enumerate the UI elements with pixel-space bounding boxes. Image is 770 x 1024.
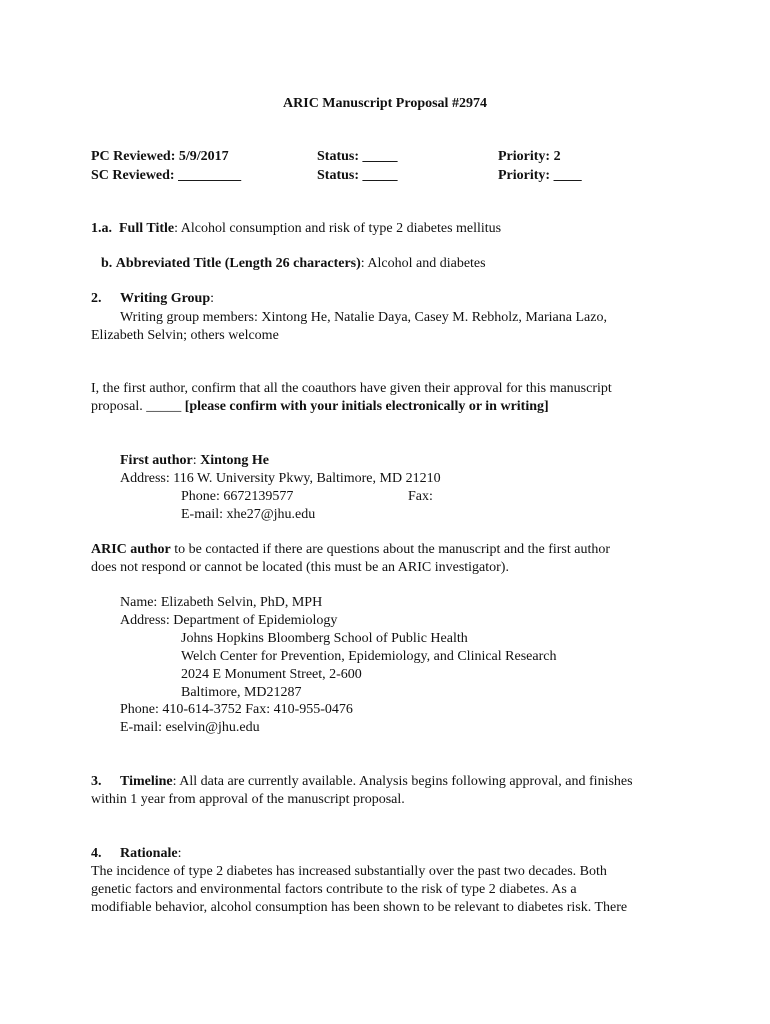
rationale-line3: modifiable behavior, alcohol consumption has been shown to be relevant to diabetes risk. There [91,900,628,915]
aric-author-email: E-mail: eselvin@jhu.edu [120,720,260,735]
confirm-line2-plain: proposal. _____ [91,399,185,414]
confirm-line1: I, the first author, confirm that all the coauthors have given their approval for this manuscript [91,381,612,396]
rationale-line1: The incidence of type 2 diabetes has increased substantially over the past two decades. Both [91,864,607,879]
section-3-text-wrap [120,773,633,791]
section-4-num: 4. [91,846,102,861]
section-4-label-wrap [120,845,181,863]
section-4-heading [91,845,182,863]
section-4-label: Rationale [120,846,178,861]
priority-pc: Priority: 2 [498,149,561,164]
section-2-heading [91,290,215,308]
status-pc: Status: _____ [317,149,398,164]
aric-author-label: ARIC author [91,542,171,557]
section-2-num: 2. [91,291,102,306]
section-3-line2: within 1 year from approval of the manuscript proposal. [91,792,405,807]
section-1a-full-title [91,220,501,238]
rationale-line2: genetic factors and environmental factors contribute to the risk of type 2 diabetes. As a [91,882,577,897]
section-1b-num: b. [101,256,113,271]
writing-group-line1: Writing group members: Xintong He, Natalie Daya, Casey M. Rebholz, Mariana Lazo, [120,310,607,325]
aric-author-name: Name: Elizabeth Selvin, PhD, MPH [120,595,323,610]
aric-author-line1-rest: to be contacted if there are questions about the manuscript and the first author [170,542,611,557]
first-author-email: E-mail: xhe27@jhu.edu [181,507,316,522]
section-1a-text: Alcohol consumption and risk of type 2 diabetes mellitus [178,221,502,236]
aric-author-line2: does not respond or cannot be located (this must be an ARIC investigator). [91,560,509,575]
section-2-colon: : [210,291,215,306]
first-author-name: Xintong He [200,453,269,468]
confirm-line2 [91,398,549,416]
section-3-label: Timeline [120,774,173,789]
first-author-fax: Fax: [408,489,433,504]
confirm-instruction: [please confirm with your initials electronically or in writing] [184,399,549,414]
section-1b-colon: : [360,256,365,271]
section-2-label-wrap [120,290,214,308]
section-3-num: 3. [91,774,102,789]
section-1b-label: Abbreviated Title (Length 26 characters) [115,256,361,271]
section-2-label: Writing Group [120,291,211,306]
section-1a-colon: : [174,221,178,236]
first-author-label: First author [120,453,193,468]
section-1b-text: Alcohol and diabetes [364,256,486,271]
aric-author-address3: Welch Center for Prevention, Epidemiology, and Clinical Research [181,649,557,664]
writing-group-line2: Elizabeth Selvin; others welcome [91,328,279,343]
aric-author-address1: Address: Department of Epidemiology [120,613,338,628]
aric-author-phone-fax: Phone: 410-614-3752 Fax: 410-955-0476 [120,702,353,717]
sc-reviewed: SC Reviewed: _________ [91,168,242,183]
section-4-colon: : [177,846,182,861]
pc-reviewed: PC Reviewed: 5/9/2017 [91,149,229,164]
aric-author-line1 [91,541,610,559]
section-1a-num: 1.a. [91,221,112,236]
section-3-line1-rest: : All data are currently available. Analysis begins following approval, and finishes [172,774,633,789]
first-author-colon: : [192,453,201,468]
section-1b-abbreviated-title [101,255,486,273]
first-author-address: Address: 116 W. University Pkwy, Baltimore, MD 21210 [120,471,441,486]
page-title: ARIC Manuscript Proposal #2974 [283,96,487,111]
aric-author-address2: Johns Hopkins Bloomberg School of Public Health [181,631,468,646]
section-3-line1 [91,773,633,791]
aric-author-address4: 2024 E Monument Street, 2-600 [181,667,362,682]
aric-author-address5: Baltimore, MD21287 [181,685,302,700]
section-1a-label: Full Title [119,221,175,236]
status-sc: Status: _____ [317,168,398,183]
priority-sc: Priority: ____ [498,168,582,183]
first-author-heading [120,452,269,470]
first-author-phone: Phone: 6672139577 [181,489,294,504]
